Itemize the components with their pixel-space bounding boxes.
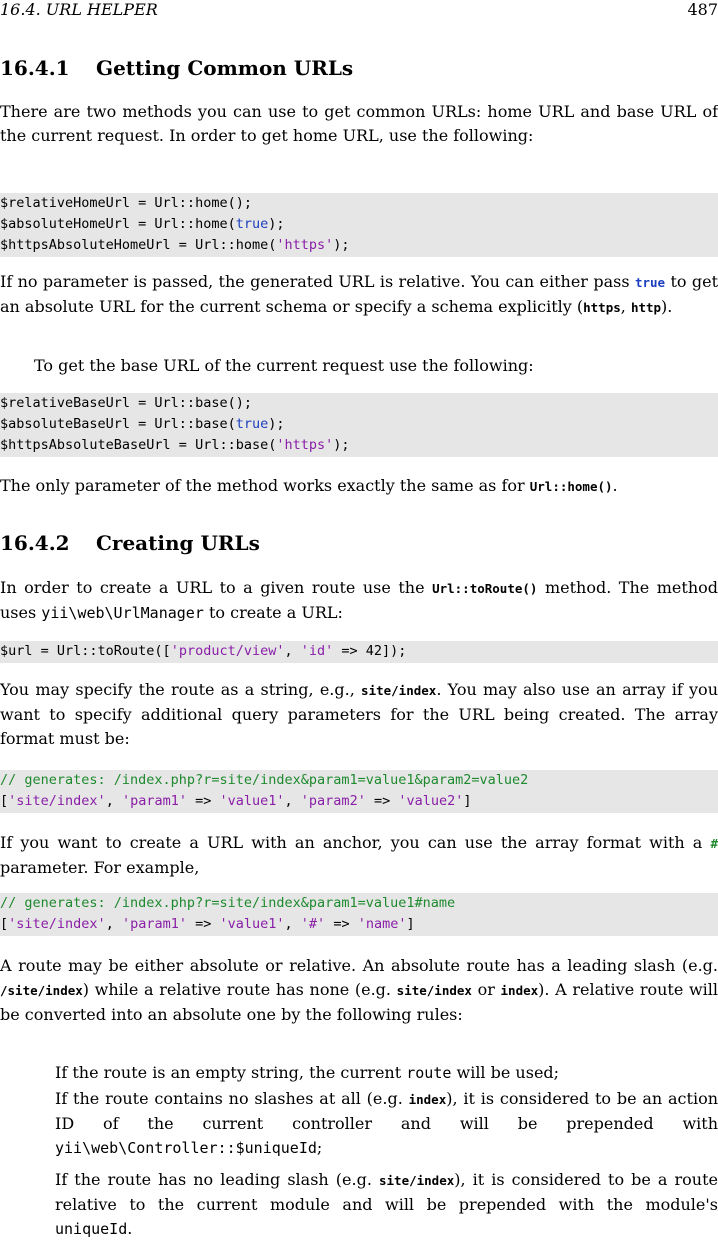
section-number: 16.4.2 <box>0 531 70 555</box>
rule-empty-route: If the route is an empty string, the current route will be used; <box>55 1063 560 1082</box>
paragraph-base-url-intro: To get the base URL of the current request use the following: <box>34 356 534 375</box>
code-block-array-format <box>0 770 718 813</box>
rule-no-slashes: If the route contains no slashes at all (e.g. index), it is considered to be an action ID of the current controller and will be prepended with yii\web\Controller::$uniqueId; <box>55 1089 718 1157</box>
code-line: $url = Url::toRoute(['product/view', 'id' => 42]); <box>0 643 407 659</box>
section-title: Getting Common URLs <box>96 56 354 80</box>
rule-no-leading-slash: If the route has no leading slash (e.g. site/index), it is considered to be a route relative to the current module and will be prepended with the module's uniqueId. <box>55 1170 718 1238</box>
code-line: $absoluteBaseUrl = Url::base(true); <box>0 416 285 432</box>
code-comment: // generates: /index.php?r=site/index&param1=value1#name <box>0 895 456 911</box>
code-line: $httpsAbsoluteBaseUrl = Url::base('https'); <box>0 437 350 453</box>
code-line: $absoluteHomeUrl = Url::home(true); <box>0 216 285 232</box>
paragraph-relative-absolute: If no parameter is passed, the generated URL is relative. You can either pass true to get an absolute URL for the current schema or specify a schema explicitly (https, http). <box>0 272 718 316</box>
code-line: $httpsAbsoluteHomeUrl = Url::home('https'); <box>0 237 350 253</box>
code-comment: // generates: /index.php?r=site/index&param1=value1&param2=value2 <box>0 772 529 788</box>
section-heading-getting-common-urls <box>0 56 353 80</box>
paragraph-anchor: If you want to create a URL with an anchor, you can use the array format with a # parameter. For example, <box>0 833 718 877</box>
paragraph-absolute-relative-routes: A route may be either absolute or relative. An absolute route has a leading slash (e.g. /site/index) while a relative route has none (e.g. site/index or index). A relative route will be converted into an absolute one by the following rules: <box>0 956 718 1024</box>
paragraph-route-string-array: You may specify the route as a string, e.g., site/index. You may also use an array if you want to specify additional query parameters for the URL being created. The array format must be: <box>0 680 718 748</box>
code-line: ['site/index', 'param1' => 'value1', '#' => 'name'] <box>0 916 415 932</box>
code-line: ['site/index', 'param1' => 'value1', 'param2' => 'value2'] <box>0 793 472 809</box>
section-heading-creating-urls <box>0 531 260 555</box>
section-title: Creating URLs <box>96 531 260 555</box>
code-block-to-route <box>0 641 718 663</box>
paragraph-create-url-intro: In order to create a URL to a given route use the Url::toRoute() method. The method uses yii\web\UrlManager to create a URL: <box>0 578 718 622</box>
code-block-home-url <box>0 193 718 257</box>
paragraph-only-parameter: The only parameter of the method works exactly the same as for Url::home(). <box>0 476 618 495</box>
code-block-base-url <box>0 393 718 457</box>
code-line: $relativeBaseUrl = Url::base(); <box>0 395 252 411</box>
section-number: 16.4.1 <box>0 56 70 80</box>
code-line: $relativeHomeUrl = Url::home(); <box>0 195 252 211</box>
paragraph-common-urls-intro: There are two methods you can use to get common URLs: home URL and base URL of the current request. In order to get home URL, use the following: <box>0 102 718 145</box>
running-header <box>0 0 718 24</box>
code-block-anchor-format <box>0 893 718 936</box>
running-header-section: 16.4. URL HELPER <box>0 0 158 19</box>
page-number: 487 <box>687 0 718 19</box>
